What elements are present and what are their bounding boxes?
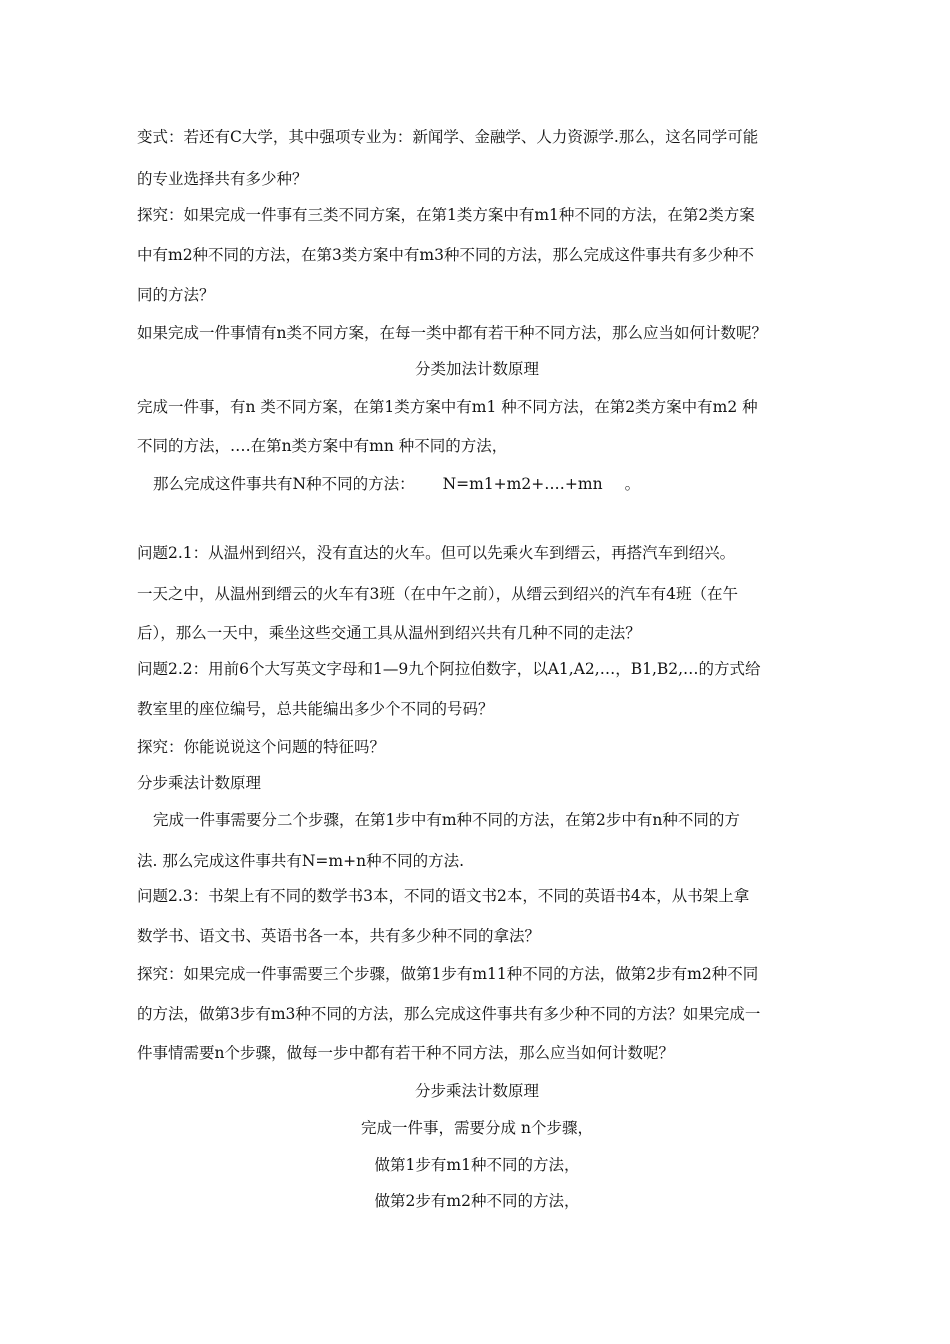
text-line: 完成一件事，有n 类不同方案，在第1类方案中有m1 种不同方法，在第2类方案中有m2 种: [137, 398, 758, 416]
section-heading: 分类加法计数原理: [414, 360, 539, 378]
text-line: 教室里的座位编号，总共能编出多少个不同的号码？: [137, 700, 494, 718]
section-heading: 分步乘法计数原理: [137, 774, 262, 792]
text-line: 的专业选择共有多少种？: [137, 170, 308, 188]
text-line: 变式：若还有C大学，其中强项专业为：新闻学、金融学、人力资源学.那么，这名同学可能: [137, 128, 759, 146]
text-line: 的方法，做第3步有m3种不同的方法，那么完成这件事共有多少种不同的方法？如果完成一: [137, 1005, 761, 1023]
text-line: 问题2.1：从温州到绍兴，没有直达的火车。但可以先乘火车到缙云，再搭汽车到绍兴。: [137, 544, 736, 562]
text-line: 数学书、语文书、英语书各一本，共有多少种不同的拿法？: [137, 927, 541, 945]
section-heading: 分步乘法计数原理: [414, 1082, 539, 1100]
text-line: 后），那么一天中，乘坐这些交通工具从温州到绍兴共有几种不同的走法？: [137, 624, 641, 642]
text-line: 法. 那么完成这件事共有N=m+n种不同的方法.: [137, 852, 464, 870]
text-line: 探究：如果完成一件事有三类不同方案，在第1类方案中有m1种不同的方法，在第2类方案: [137, 206, 755, 224]
text-line: 不同的方法，‥‥在第n类方案中有mn 种不同的方法，: [137, 437, 508, 455]
text-line: 探究：如果完成一件事需要三个步骤，做第1步有m11种不同的方法，做第2步有m2种不同: [137, 965, 759, 983]
formula-end: 。: [624, 475, 641, 493]
text-line: 同的方法？: [137, 286, 215, 304]
text-line: 件事情需要n个步骤，做每一步中都有若干种不同方法，那么应当如何计数呢？: [137, 1044, 674, 1062]
text-line: 探究：你能说说这个问题的特征吗？: [137, 738, 386, 756]
formula-lead: 那么完成这件事共有N种不同的方法：: [153, 475, 415, 493]
text-line: 完成一件事需要分二个步骤，在第1步中有m种不同的方法，在第2步中有n种不同的方: [153, 811, 740, 829]
text-line: 中有m2种不同的方法，在第3类方案中有m3种不同的方法，那么完成这件事共有多少种不: [137, 246, 754, 264]
formula-line: [153, 474, 817, 494]
text-line: 完成一件事，需要分成 n个步骤，: [361, 1119, 593, 1137]
text-line: 问题2.3：书架上有不同的数学书3本，不同的语文书2本，不同的英语书4本，从书架上拿: [137, 887, 750, 905]
text-line: 如果完成一件事情有n类不同方案，在每一类中都有若干种不同方法，那么应当如何计数呢？: [137, 324, 767, 342]
text-line: 问题2.2：用前6个大写英文字母和1—9九个阿拉伯数字，以A1,A2,…，B1,B2,…的方式给: [137, 660, 761, 678]
text-line: 一天之中，从温州到缙云的火车有3班（在中午之前），从缙云到绍兴的汽车有4班（在午: [137, 585, 738, 603]
text-line: 做第1步有m1种不同的方法，: [374, 1156, 580, 1174]
text-line: 做第2步有m2种不同的方法，: [374, 1192, 580, 1210]
formula: N=m1+m2+‥‥+mn: [442, 475, 603, 493]
